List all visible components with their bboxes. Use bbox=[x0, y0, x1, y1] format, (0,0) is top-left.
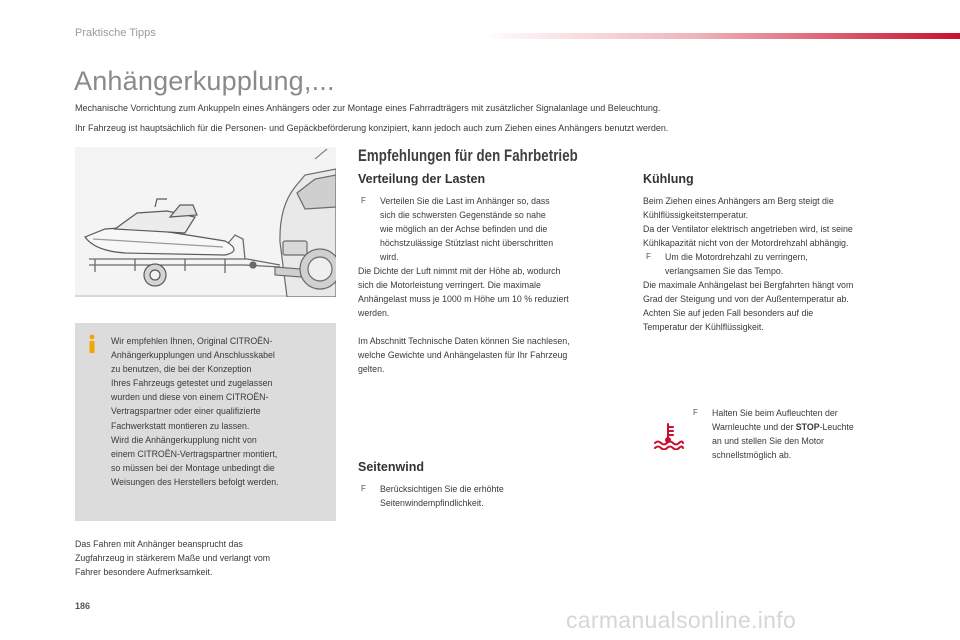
section-header: Praktische Tipps bbox=[75, 27, 156, 39]
cooling-line: Beim Ziehen eines Anhängers am Berg steigt die bbox=[643, 196, 834, 206]
intro-paragraph-2: Ihr Fahrzeug ist hauptsächlich für die Personen- und Gepäckbeförderung konzipiert, kann jedoch auch zum Ziehen eines Anhängers benutzt werden. bbox=[75, 123, 669, 133]
cooling-line: Kühlflüssigkeitstemperatur. bbox=[643, 210, 749, 220]
coolant-temperature-warning-icon bbox=[652, 422, 684, 450]
cooling-line: Kühlkapazität nicht von der Motordrehzahl abhängig. bbox=[643, 238, 849, 248]
info-line: Fachwerkstatt montieren zu lassen. bbox=[111, 420, 250, 431]
crosswind-heading: Seitenwind bbox=[358, 460, 424, 474]
bullet-mark: F bbox=[646, 252, 651, 261]
note-line: Zugfahrzeug in stärkerem Maße und verlangt vom bbox=[75, 553, 271, 563]
info-line: wurden und diese von einem CITROËN- bbox=[111, 392, 269, 403]
stop-label: STOP bbox=[795, 422, 820, 432]
info-line: Wir empfehlen Ihnen, Original CITROËN- bbox=[111, 336, 273, 346]
warning-text: -Leuchte bbox=[819, 422, 854, 432]
info-line: Weisungen des Herstellers befolgt werden. bbox=[111, 476, 279, 487]
load-section bbox=[358, 194, 623, 376]
trailer-illustration bbox=[75, 147, 336, 297]
warning-line: an und stellen Sie den Motor bbox=[712, 436, 824, 446]
bullet-line: verlangsamen Sie das Tempo. bbox=[665, 266, 784, 276]
header-accent-bar bbox=[480, 33, 960, 39]
bullet-line: Um die Motordrehzahl zu verringern, bbox=[665, 252, 808, 262]
info-line: einem CITROËN-Vertragspartner montiert, bbox=[111, 448, 278, 459]
trailer-driving-note bbox=[75, 537, 335, 579]
warning-bullet bbox=[690, 406, 910, 462]
intro-paragraph-1: Mechanische Vorrichtung zum Ankuppeln eines Anhängers oder zur Montage eines Fahrradträgers mit zusätzlicher Signalanlage und Beleuchtung. bbox=[75, 103, 661, 113]
load-paragraph-line: werden. bbox=[358, 308, 390, 318]
cooling-line: Temperatur der Kühlflüssigkeit. bbox=[643, 322, 764, 332]
info-line: Anhängerkupplungen und Anschlusskabel bbox=[111, 350, 275, 361]
warning-text: Warnleuchte und der bbox=[712, 422, 796, 432]
recommendations-title: Empfehlungen für den Fahrbetrieb bbox=[358, 146, 578, 165]
bullet-mark: F bbox=[361, 484, 366, 493]
cooling-line: Da der Ventilator elektrisch angetrieben wird, ist seine bbox=[643, 224, 853, 234]
load-paragraph-line: welche Gewichte und Anhängelasten für Ihr Fahrzeug bbox=[358, 350, 568, 360]
load-paragraph-line: gelten. bbox=[358, 364, 385, 374]
bullet-mark: F bbox=[693, 408, 698, 417]
info-line: Vertragspartner oder einer qualifizierte bbox=[111, 406, 261, 417]
watermark: carmanualsonline.info bbox=[566, 607, 797, 633]
bullet-line: sich die schwersten Gegenstände so nahe bbox=[380, 210, 546, 220]
bullet-line: Berücksichtigen Sie die erhöhte bbox=[380, 484, 504, 494]
info-line: Ihres Fahrzeugs getestet und zugelassen bbox=[111, 378, 273, 389]
load-heading: Verteilung der Lasten bbox=[358, 172, 486, 186]
bullet-line: Seitenwindempfindlichkeit. bbox=[380, 498, 484, 508]
bullet-line: wird. bbox=[380, 252, 399, 262]
coolant-warning-text bbox=[690, 406, 910, 462]
page-title: Anhängerkupplung,... bbox=[74, 66, 335, 96]
cooling-line: Die maximale Anhängelast bei Bergfahrten hängt vom bbox=[643, 280, 854, 290]
warning-line bbox=[712, 420, 910, 434]
cooling-line: Achten Sie auf jeden Fall besonders auf die bbox=[643, 308, 814, 318]
load-paragraph-line: Anhängelast muss je 1000 m Höhe um 10 % reduziert bbox=[358, 294, 569, 304]
info-box-text bbox=[111, 334, 326, 489]
info-line: zu benutzen, die bei der Konzeption bbox=[111, 364, 252, 375]
cooling-bullet bbox=[643, 250, 908, 278]
bullet-line: wie möglich an der Achse befinden und die bbox=[380, 224, 548, 234]
load-paragraph-line: sich die Motorleistung verringert. Die maximale bbox=[358, 280, 541, 290]
note-line: Das Fahren mit Anhänger beansprucht das bbox=[75, 539, 243, 549]
load-bullet bbox=[358, 194, 623, 264]
crosswind-section bbox=[358, 482, 623, 510]
info-icon bbox=[86, 334, 98, 354]
note-line: Fahrer besondere Aufmerksamkeit. bbox=[75, 567, 213, 577]
info-line: Wird die Anhängerkupplung nicht von bbox=[111, 434, 257, 445]
cooling-line: Grad der Steigung und von der Außentemperatur ab. bbox=[643, 294, 849, 304]
page-number: 186 bbox=[75, 601, 91, 611]
bullet-line: höchstzulässige Stützlast nicht überschritten bbox=[380, 238, 554, 248]
cooling-heading: Kühlung bbox=[643, 172, 694, 186]
info-line: so müssen bei der Montage unbedingt die bbox=[111, 462, 275, 473]
cooling-section bbox=[643, 194, 908, 334]
warning-line: Halten Sie beim Aufleuchten der bbox=[712, 408, 838, 418]
crosswind-bullet bbox=[358, 482, 623, 510]
load-paragraph-line: Die Dichte der Luft nimmt mit der Höhe ab, wodurch bbox=[358, 266, 561, 276]
load-paragraph-line: Im Abschnitt Technische Daten können Sie nachlesen, bbox=[358, 336, 570, 346]
warning-line: schnellstmöglich ab. bbox=[712, 450, 792, 460]
bullet-line: Verteilen Sie die Last im Anhänger so, dass bbox=[380, 196, 550, 206]
bullet-mark: F bbox=[361, 196, 366, 205]
